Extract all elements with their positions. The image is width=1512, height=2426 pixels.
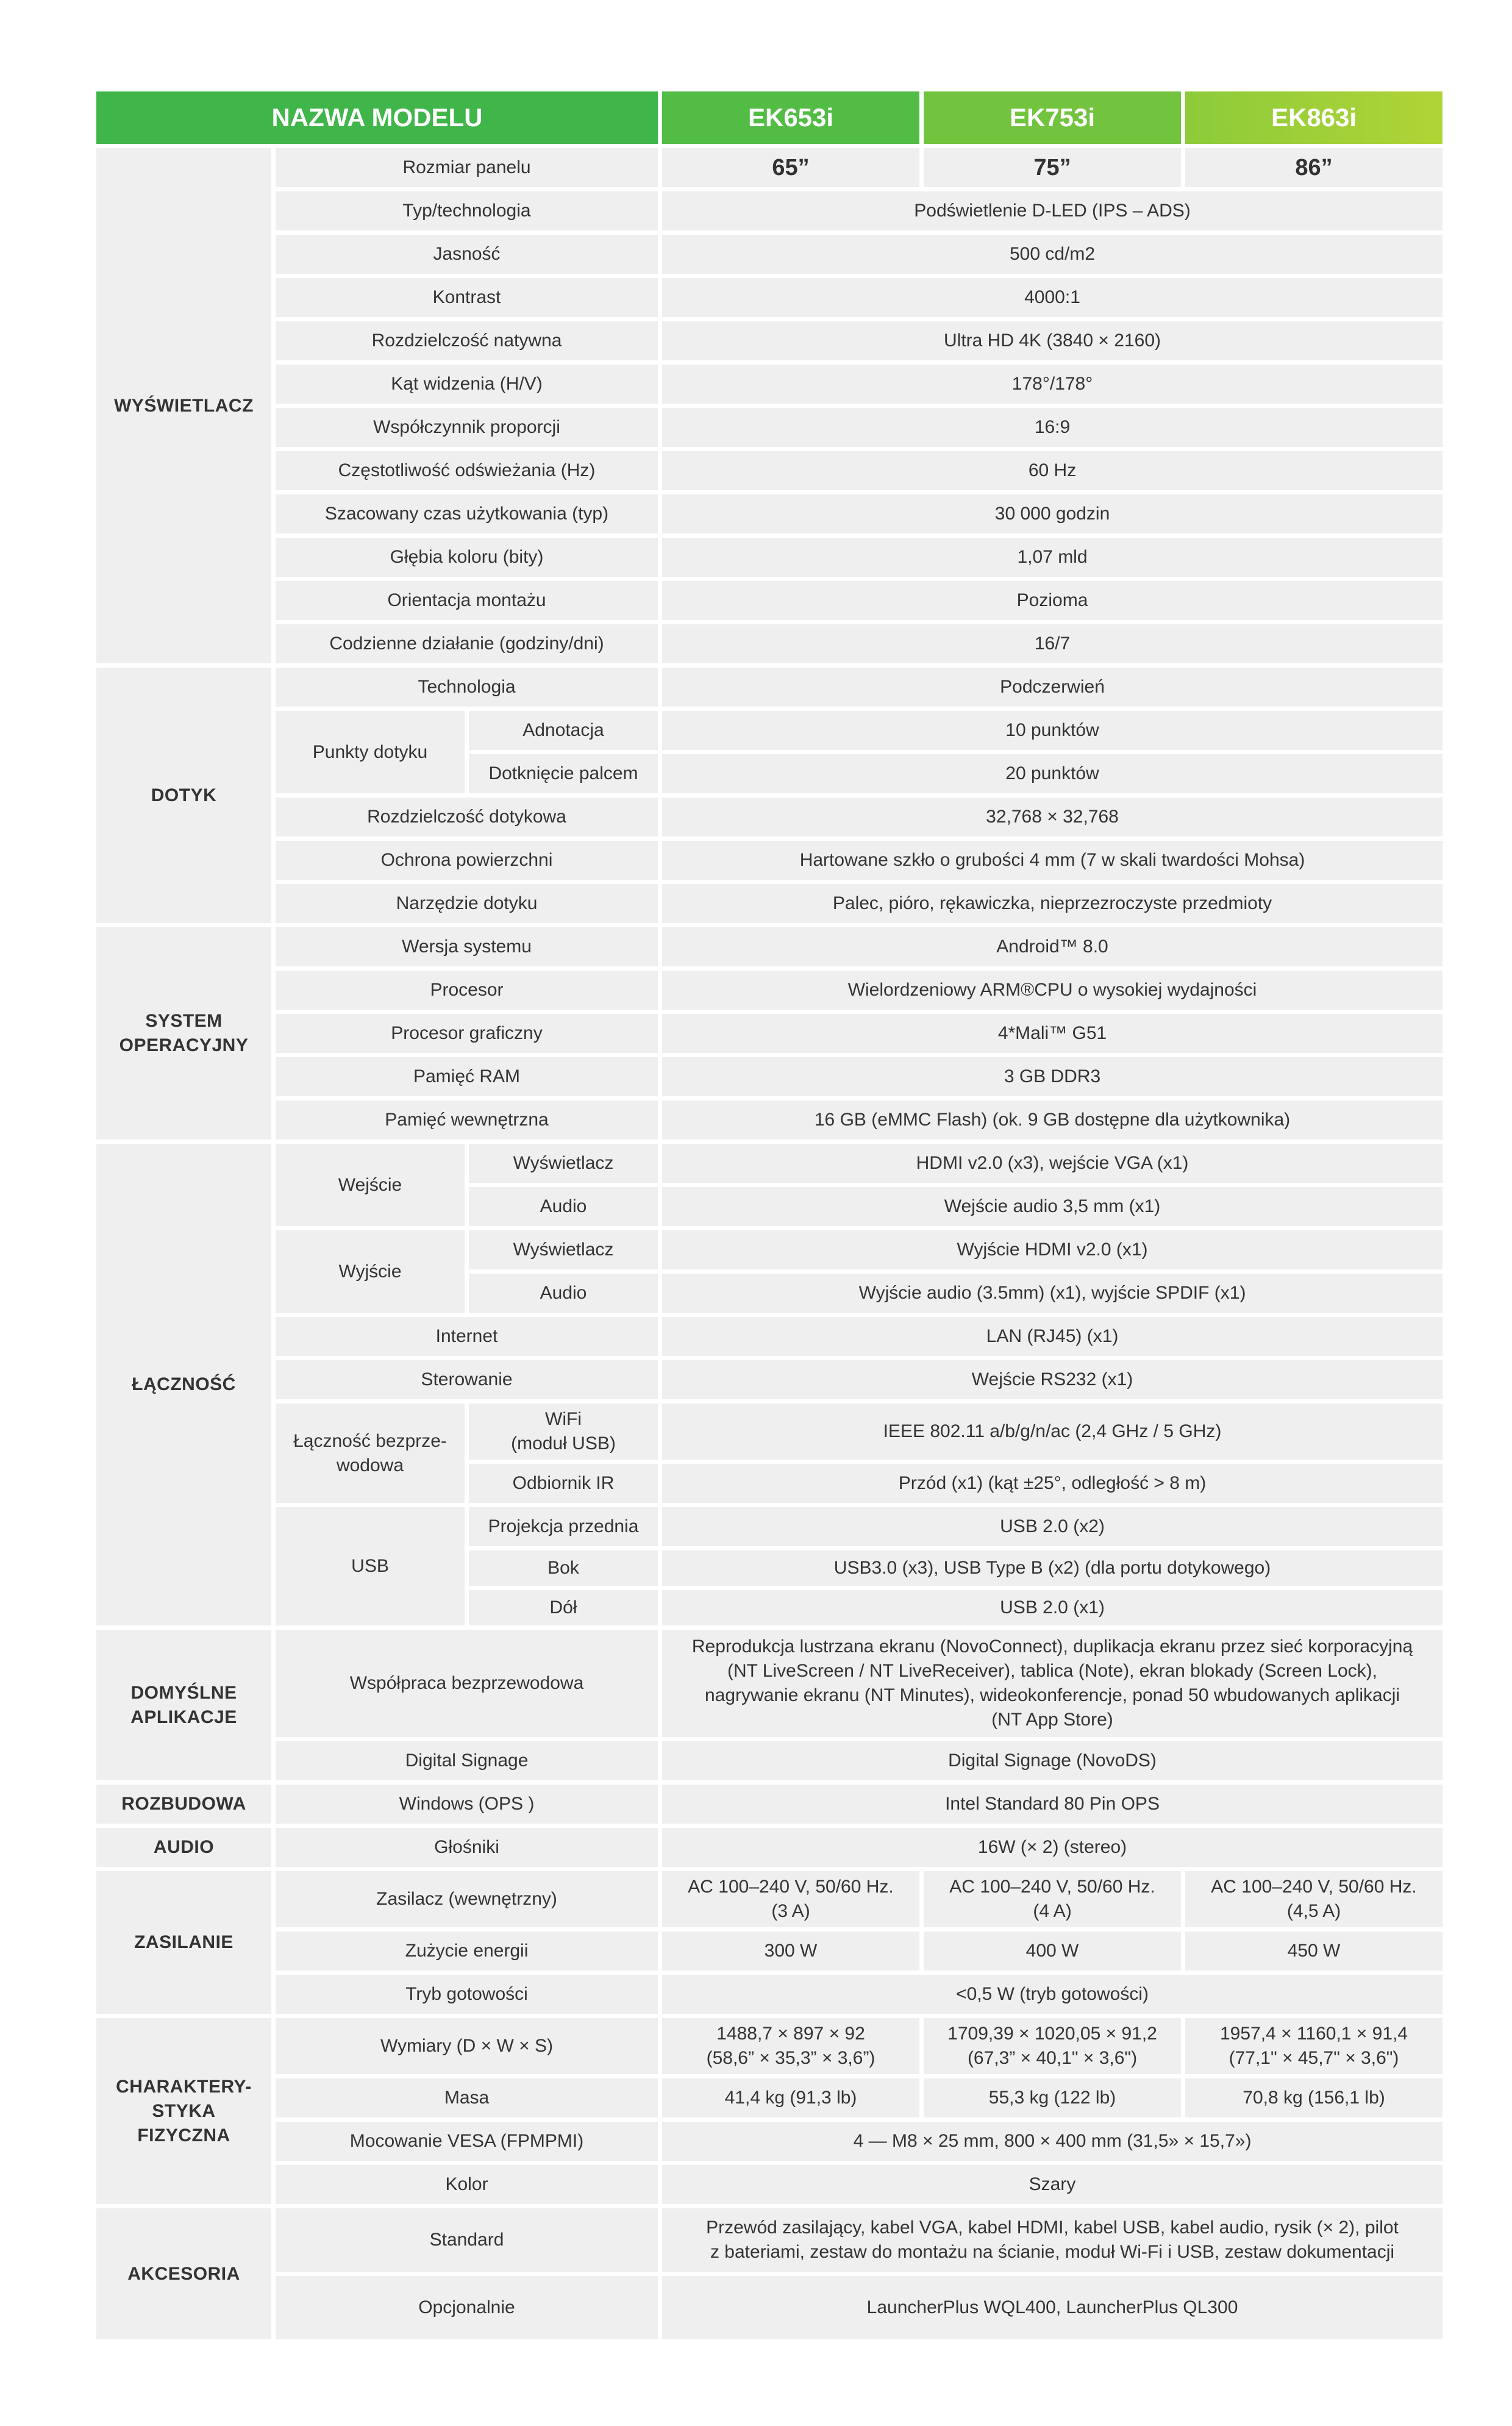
power-supply-2 (924, 1871, 1181, 1927)
row-label: Częstotliwość odświeżania (Hz) (276, 451, 658, 490)
row-value: 16 GB (eMMC Flash) (ok. 9 GB dostępne dla użytkownika) (662, 1101, 1442, 1140)
row-label: Internet (276, 1317, 658, 1356)
sub-label: Odbiornik IR (469, 1464, 658, 1503)
value-line2: (4 A) (1033, 1901, 1072, 1921)
value-line1: 1488,7 × 897 × 92 (716, 2024, 865, 2044)
apps-line: nagrywanie ekranu (NT Minutes), wideokonferencje, ponad 50 wbudowanych aplikacji (704, 1685, 1400, 1705)
section-os-line1: SYSTEM (145, 1011, 223, 1031)
mass-3: 70,8 kg (156,1 lb) (1185, 2078, 1442, 2117)
row-label: Głębia koloru (bity) (276, 538, 658, 577)
row-label: Rozdzielczość natywna (276, 321, 658, 360)
row-value: 4*Mali™ G51 (662, 1014, 1442, 1053)
value-line2: (4,5 A) (1286, 1901, 1341, 1921)
value-line2: (77,1" × 45,7" × 3,6") (1228, 2048, 1399, 2068)
row-label: Kąt widzenia (H/V) (276, 365, 658, 404)
section-physical-line3: FIZYCZNA (137, 2125, 230, 2146)
panel-size-3: 86” (1185, 148, 1442, 187)
row-label: Szacowany czas użytkowania (typ) (276, 494, 658, 533)
row-value: Palec, pióro, rękawiczka, nieprzezroczyste przedmioty (662, 884, 1442, 923)
sub-label: Wyświetlacz (469, 1144, 658, 1183)
consumption-3: 450 W (1185, 1932, 1442, 1971)
row-value: Szary (662, 2165, 1442, 2204)
row-value: <0,5 W (tryb gotowości) (662, 1975, 1442, 2014)
row-value: USB3.0 (x3), USB Type B (x2) (dla portu dotykowego) (662, 1550, 1442, 1586)
row-value: 4000:1 (662, 278, 1442, 317)
section-accessories: AKCESORIA (96, 2208, 271, 2339)
row-value: Wielordzeniowy ARM®CPU o wysokiej wydajności (662, 971, 1442, 1010)
wifi-label-line2: (moduł USB) (511, 1433, 616, 1454)
row-value (662, 1630, 1442, 1737)
dimensions-3 (1185, 2018, 1442, 2074)
section-physical-line1: CHARAKTERY- (116, 2076, 252, 2097)
spec-table (92, 87, 1447, 2344)
power-supply-1 (662, 1871, 919, 1927)
row-label: Sterowanie (276, 1360, 658, 1399)
sub-label: Projekcja przednia (469, 1507, 658, 1546)
row-value: Podczerwień (662, 668, 1442, 707)
section-apps-line1: DOMYŚLNE (130, 1682, 237, 1703)
row-label: Kolor (276, 2165, 658, 2204)
header-model-1: EK653i (662, 91, 919, 144)
sub-label: Audio (469, 1187, 658, 1226)
section-audio: AUDIO (96, 1828, 271, 1867)
row-label: Standard (276, 2208, 658, 2272)
row-value: 32,768 × 32,768 (662, 797, 1442, 837)
section-os (96, 927, 271, 1140)
row-value: Intel Standard 80 Pin OPS (662, 1785, 1442, 1824)
section-connectivity: ŁĄCZNOŚĆ (96, 1144, 271, 1625)
row-label: Tryb gotowości (276, 1975, 658, 2014)
row-label: Pamięć wewnętrzna (276, 1101, 658, 1140)
row-value: 4 — M8 × 25 mm, 800 × 400 mm (31,5» × 15,7») (662, 2122, 1442, 2161)
section-expansion: ROZBUDOWA (96, 1785, 271, 1824)
power-supply-3 (1185, 1871, 1442, 1927)
row-value: 3 GB DDR3 (662, 1057, 1442, 1096)
row-value: Wejście audio 3,5 mm (x1) (662, 1187, 1442, 1226)
row-value: USB 2.0 (x2) (662, 1507, 1442, 1546)
consumption-2: 400 W (924, 1932, 1181, 1971)
value-line1: AC 100–240 V, 50/60 Hz. (949, 1877, 1155, 1897)
header-model-2: EK753i (924, 91, 1181, 144)
row-label: Masa (276, 2078, 658, 2117)
accessories-line: z bateriami, zestaw do montażu na ścianie, moduł Wi-Fi i USB, zestaw dokumentacji (710, 2242, 1395, 2262)
row-value: 1,07 mld (662, 538, 1442, 577)
row-value: Podświetlenie D-LED (IPS – ADS) (662, 191, 1442, 230)
row-label: Narzędzie dotyku (276, 884, 658, 923)
section-physical-line2: STYKA (152, 2100, 216, 2121)
consumption-1: 300 W (662, 1932, 919, 1971)
row-value: 178°/178° (662, 365, 1442, 404)
row-label: Technologia (276, 668, 658, 707)
apps-line: (NT LiveScreen / NT LiveReceiver), tablica (Note), ekran blokady (Screen Lock), (727, 1661, 1377, 1681)
group-label: USB (276, 1507, 465, 1625)
mass-2: 55,3 kg (122 lb) (924, 2078, 1181, 2117)
row-value: 20 punktów (662, 754, 1442, 793)
row-value: Przód (x1) (kąt ±25°, odległość > 8 m) (662, 1464, 1442, 1503)
sub-label: Dół (469, 1590, 658, 1625)
row-label: Jasność (276, 235, 658, 274)
section-physical (96, 2018, 271, 2204)
row-value: HDMI v2.0 (x3), wejście VGA (x1) (662, 1144, 1442, 1183)
wifi-label-line1: WiFi (545, 1409, 582, 1429)
row-label: Opcjonalnie (276, 2276, 658, 2339)
row-label: Współpraca bezprzewodowa (276, 1630, 658, 1737)
row-value: USB 2.0 (x1) (662, 1590, 1442, 1625)
row-label: Procesor (276, 971, 658, 1010)
row-label: Rozdzielczość dotykowa (276, 797, 658, 837)
row-value: Wyjście HDMI v2.0 (x1) (662, 1230, 1442, 1269)
section-apps-line2: APLIKACJE (130, 1707, 237, 1727)
row-value: Ultra HD 4K (3840 × 2160) (662, 321, 1442, 360)
row-value: 16W (× 2) (stereo) (662, 1828, 1442, 1867)
row-value: Digital Signage (NovoDS) (662, 1741, 1442, 1780)
row-label: Orientacja montażu (276, 581, 658, 620)
row-value: IEEE 802.11 a/b/g/n/ac (2,4 GHz / 5 GHz) (662, 1404, 1442, 1460)
row-value: 500 cd/m2 (662, 235, 1442, 274)
wireless-label-line1: Łączność bezprze- (293, 1430, 447, 1451)
section-touch: DOTYK (96, 668, 271, 923)
row-value (662, 2208, 1442, 2272)
value-line2: (67,3” × 40,1" × 3,6") (967, 2048, 1138, 2068)
sub-label (469, 1404, 658, 1460)
row-value: 60 Hz (662, 451, 1442, 490)
row-label: Rozmiar panelu (276, 148, 658, 187)
row-value: LauncherPlus WQL400, LauncherPlus QL300 (662, 2276, 1442, 2339)
mass-1: 41,4 kg (91,3 lb) (662, 2078, 919, 2117)
value-line1: 1957,4 × 1160,1 × 91,4 (1219, 2024, 1408, 2044)
row-label: Procesor graficzny (276, 1014, 658, 1053)
row-value: 30 000 godzin (662, 494, 1442, 533)
row-value: 16/7 (662, 624, 1442, 663)
row-label: Wymiary (D × W × S) (276, 2018, 658, 2074)
value-line1: 1709,39 × 1020,05 × 91,2 (947, 2024, 1157, 2044)
section-apps (96, 1630, 271, 1780)
dimensions-1 (662, 2018, 919, 2074)
header-model-label: NAZWA MODELU (96, 91, 658, 144)
header-model-3: EK863i (1185, 91, 1442, 144)
section-os-line2: OPERACYJNY (119, 1035, 249, 1055)
section-display: WYŚWIETLACZ (96, 148, 271, 663)
group-label (276, 1404, 465, 1503)
row-label: Zasilacz (wewnętrzny) (276, 1871, 658, 1927)
row-label: Wersja systemu (276, 927, 658, 966)
row-value: Hartowane szkło o grubości 4 mm (7 w skali twardości Mohsa) (662, 841, 1442, 880)
apps-line: Reprodukcja lustrzana ekranu (NovoConnect), duplikacja ekranu przez sieć korporacyjną (691, 1636, 1413, 1657)
group-label: Wejście (276, 1144, 465, 1226)
row-value: Wejście RS232 (x1) (662, 1360, 1442, 1399)
section-power: ZASILANIE (96, 1871, 271, 2014)
sub-label: Adnotacja (469, 711, 658, 750)
row-label: Digital Signage (276, 1741, 658, 1780)
row-label: Mocowanie VESA (FPMPMI) (276, 2122, 658, 2161)
sub-label: Bok (469, 1550, 658, 1586)
value-line1: AC 100–240 V, 50/60 Hz. (688, 1877, 894, 1897)
row-value: LAN (RJ45) (x1) (662, 1317, 1442, 1356)
row-value: Android™ 8.0 (662, 927, 1442, 966)
row-label: Pamięć RAM (276, 1057, 658, 1096)
row-label: Codzienne działanie (godziny/dni) (276, 624, 658, 663)
dimensions-2 (924, 2018, 1181, 2074)
row-value: 16:9 (662, 408, 1442, 447)
row-label: Windows (OPS ) (276, 1785, 658, 1824)
row-label: Głośniki (276, 1828, 658, 1867)
row-value: Wyjście audio (3.5mm) (x1), wyjście SPDIF (x1) (662, 1274, 1442, 1313)
row-label: Kontrast (276, 278, 658, 317)
row-value: 10 punktów (662, 711, 1442, 750)
accessories-line: Przewód zasilający, kabel VGA, kabel HDMI, kabel USB, kabel audio, rysik (× 2), pilot (706, 2217, 1399, 2238)
sub-label: Audio (469, 1274, 658, 1313)
group-label: Punkty dotyku (276, 711, 465, 793)
group-label: Wyjście (276, 1230, 465, 1313)
wireless-label-line2: wodowa (336, 1455, 404, 1475)
row-label: Zużycie energii (276, 1932, 658, 1971)
value-line1: AC 100–240 V, 50/60 Hz. (1211, 1877, 1417, 1897)
panel-size-2: 75” (924, 148, 1181, 187)
value-line2: (58,6” × 35,3” × 3,6”) (706, 2048, 875, 2068)
value-line2: (3 A) (771, 1901, 810, 1921)
sub-label: Dotknięcie palcem (469, 754, 658, 793)
sub-label: Wyświetlacz (469, 1230, 658, 1269)
row-label: Ochrona powierzchni (276, 841, 658, 880)
panel-size-1: 65” (662, 148, 919, 187)
row-label: Współczynnik proporcji (276, 408, 658, 447)
row-value: Pozioma (662, 581, 1442, 620)
row-label: Typ/technologia (276, 191, 658, 230)
apps-line: (NT App Store) (991, 1710, 1113, 1730)
